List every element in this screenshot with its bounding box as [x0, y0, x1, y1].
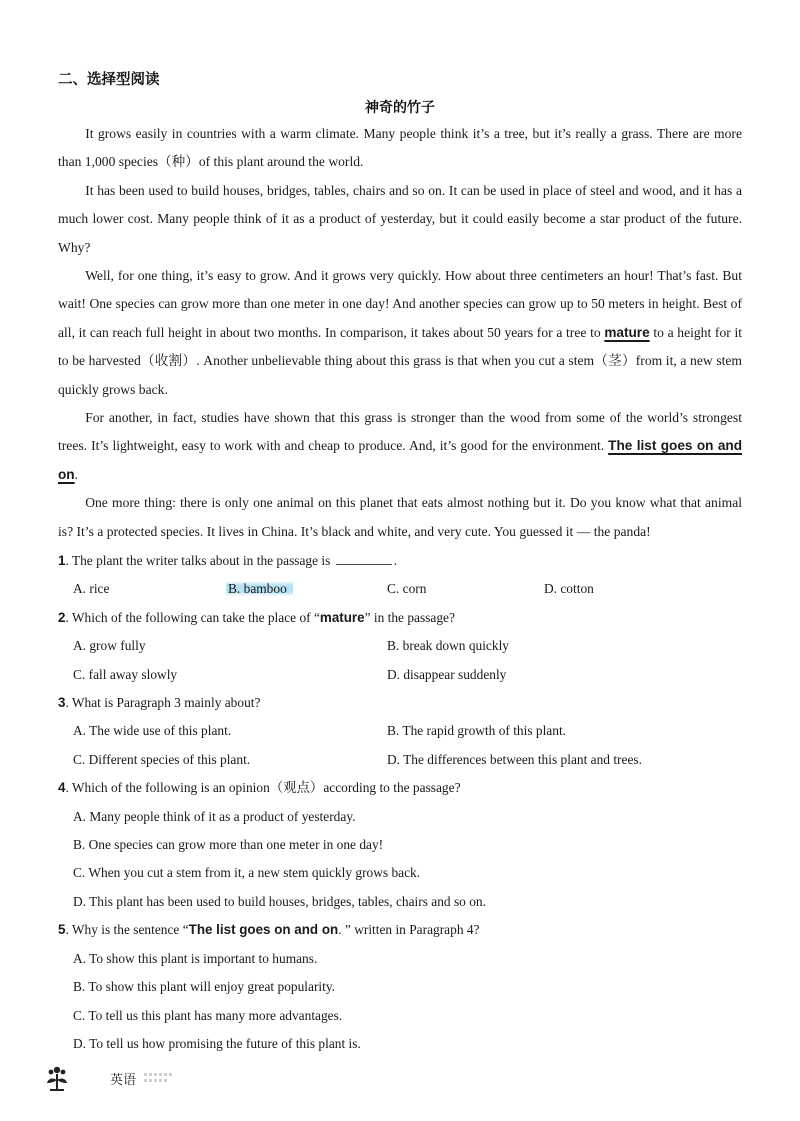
option-a[interactable]: A. grow fully	[73, 638, 146, 654]
watermark-dots	[144, 1072, 184, 1084]
option-d[interactable]: D. To tell us how promising the future of this plant is.	[73, 1035, 361, 1051]
options-row	[58, 746, 742, 774]
options-row	[58, 831, 742, 859]
question-3	[58, 689, 742, 774]
option-d[interactable]: D. disappear suddenly	[387, 666, 507, 682]
paragraph-3-text-b: to a height for it to be harvested（收割）. Another unbelievable thing about this grass is that when you cut a stem（茎）from it, a new stem quickly grows back.	[58, 324, 743, 397]
question-stem	[58, 774, 742, 802]
options-row	[58, 1030, 742, 1058]
question-stem	[58, 916, 742, 944]
paragraph-4-text-a: For another, in fact, studies have shown that this grass is stronger than the wood from some of the world’s strongest trees. It’s lightweight, easy to work with and cheap to produce. And, it’s good for the environment.	[58, 410, 742, 454]
option-a[interactable]: A. To show this plant is important to humans.	[73, 950, 318, 966]
question-number: 3	[58, 695, 66, 711]
option-d[interactable]: D. cotton	[544, 581, 594, 597]
option-b[interactable]: B. bamboo	[230, 575, 387, 603]
keyword-mature: mature	[604, 324, 650, 340]
option-b[interactable]: B. One species can grow more than one meter in one day!	[73, 837, 384, 853]
option-c[interactable]: C. corn	[387, 581, 427, 597]
question-5	[58, 916, 742, 1058]
question-list	[58, 547, 742, 1058]
paragraph-2: It has been used to build houses, bridges, tables, chairs and so on. It can be used in place of steel and wood, and it has a much lower cost. Many people think of it as a product of yesterday, but it could easily become a star product of the future. Why?	[58, 182, 742, 255]
question-1	[58, 547, 742, 604]
option-b[interactable]: B. break down quickly	[387, 638, 509, 654]
options-row	[58, 575, 742, 603]
options-row	[58, 661, 742, 689]
option-c[interactable]: C. Different species of this plant.	[73, 751, 251, 767]
options-row	[58, 803, 742, 831]
options-row	[58, 973, 742, 1001]
answer-blank[interactable]	[336, 550, 392, 565]
options-row	[58, 632, 742, 660]
question-stem	[58, 604, 742, 632]
question-number: 1	[58, 553, 66, 568]
paragraph-5: One more thing: there is only one animal on this planet that eats almost nothing but it. Do you know what that animal is? It’s a protected species. It lives in China. It’s black and white, and very cute. You guessed it — the panda!	[58, 495, 742, 539]
options-row	[58, 888, 742, 916]
question-number: 5	[58, 922, 66, 938]
option-d[interactable]: D. The differences between this plant and trees.	[387, 751, 642, 767]
option-c[interactable]: C. fall away slowly	[73, 666, 178, 682]
leaf-logo-icon	[44, 1064, 70, 1094]
subject-label: 英语	[110, 1073, 137, 1088]
options-row	[58, 717, 742, 745]
question-number: 4	[58, 780, 66, 796]
options-row	[58, 945, 742, 973]
question-stem	[58, 547, 742, 575]
question-stem	[58, 689, 742, 717]
question-2	[58, 604, 742, 689]
options-row	[58, 1002, 742, 1030]
paragraph-1: It grows easily in countries with a warm climate. Many people think it’s a tree, but it’s really a grass. There are more than 1,000 species（种）of this plant around the world.	[58, 126, 742, 170]
option-b[interactable]: B. The rapid growth of this plant.	[387, 723, 567, 739]
question-text: . What is Paragraph 3 mainly about?	[65, 695, 261, 711]
question-4	[58, 774, 742, 916]
option-a[interactable]: A. Many people think of it as a product of yesterday.	[73, 808, 356, 824]
question-number: 2	[58, 609, 66, 625]
options-row	[58, 859, 742, 887]
section-title: 二、选择型阅读	[58, 72, 160, 88]
question-text: . Why is the sentence “The list goes on and on. ” written in Paragraph 4?	[65, 922, 480, 938]
paragraph-4-text-b: .	[74, 466, 79, 482]
option-c[interactable]: C. When you cut a stem from it, a new stem quickly grows back.	[73, 865, 421, 881]
keyword-list-goes-on: The list goes on and on	[58, 438, 742, 482]
paragraph-3-text-a: Well, for one thing, it’s easy to grow. And it grows very quickly. How about three centimeters an hour! That’s fast. But wait! One species can grow more than one meter in one day! And another species can grow up to 50 meters in height. Best of all, it can reach full height in about two months. In comparison, it takes about 50 years for a tree to	[58, 268, 742, 340]
option-d[interactable]: D. This plant has been used to build houses, bridges, tables, chairs and so on.	[73, 893, 486, 909]
reading-passage	[58, 120, 742, 546]
paragraph-3	[58, 262, 742, 404]
option-a[interactable]: A. The wide use of this plant.	[73, 723, 232, 739]
option-b[interactable]: B. To show this plant will enjoy great popularity.	[73, 979, 336, 995]
keyword-mature: mature	[319, 609, 365, 625]
passage-title: 神奇的竹子	[365, 100, 435, 116]
question-text: . Which of the following can take the place of “mature” in the passage?	[65, 609, 455, 625]
question-text: . The plant the writer talks about in the passage is .	[65, 547, 397, 575]
paragraph-4	[58, 404, 742, 489]
option-c[interactable]: C. To tell us this plant has many more advantages.	[73, 1007, 343, 1023]
page-footer	[44, 1064, 244, 1094]
option-a[interactable]: A. rice	[73, 581, 110, 597]
keyword-list-goes-on: The list goes on and on	[188, 922, 339, 938]
question-text: . Which of the following is an opinion（观点）according to the passage?	[65, 780, 461, 796]
